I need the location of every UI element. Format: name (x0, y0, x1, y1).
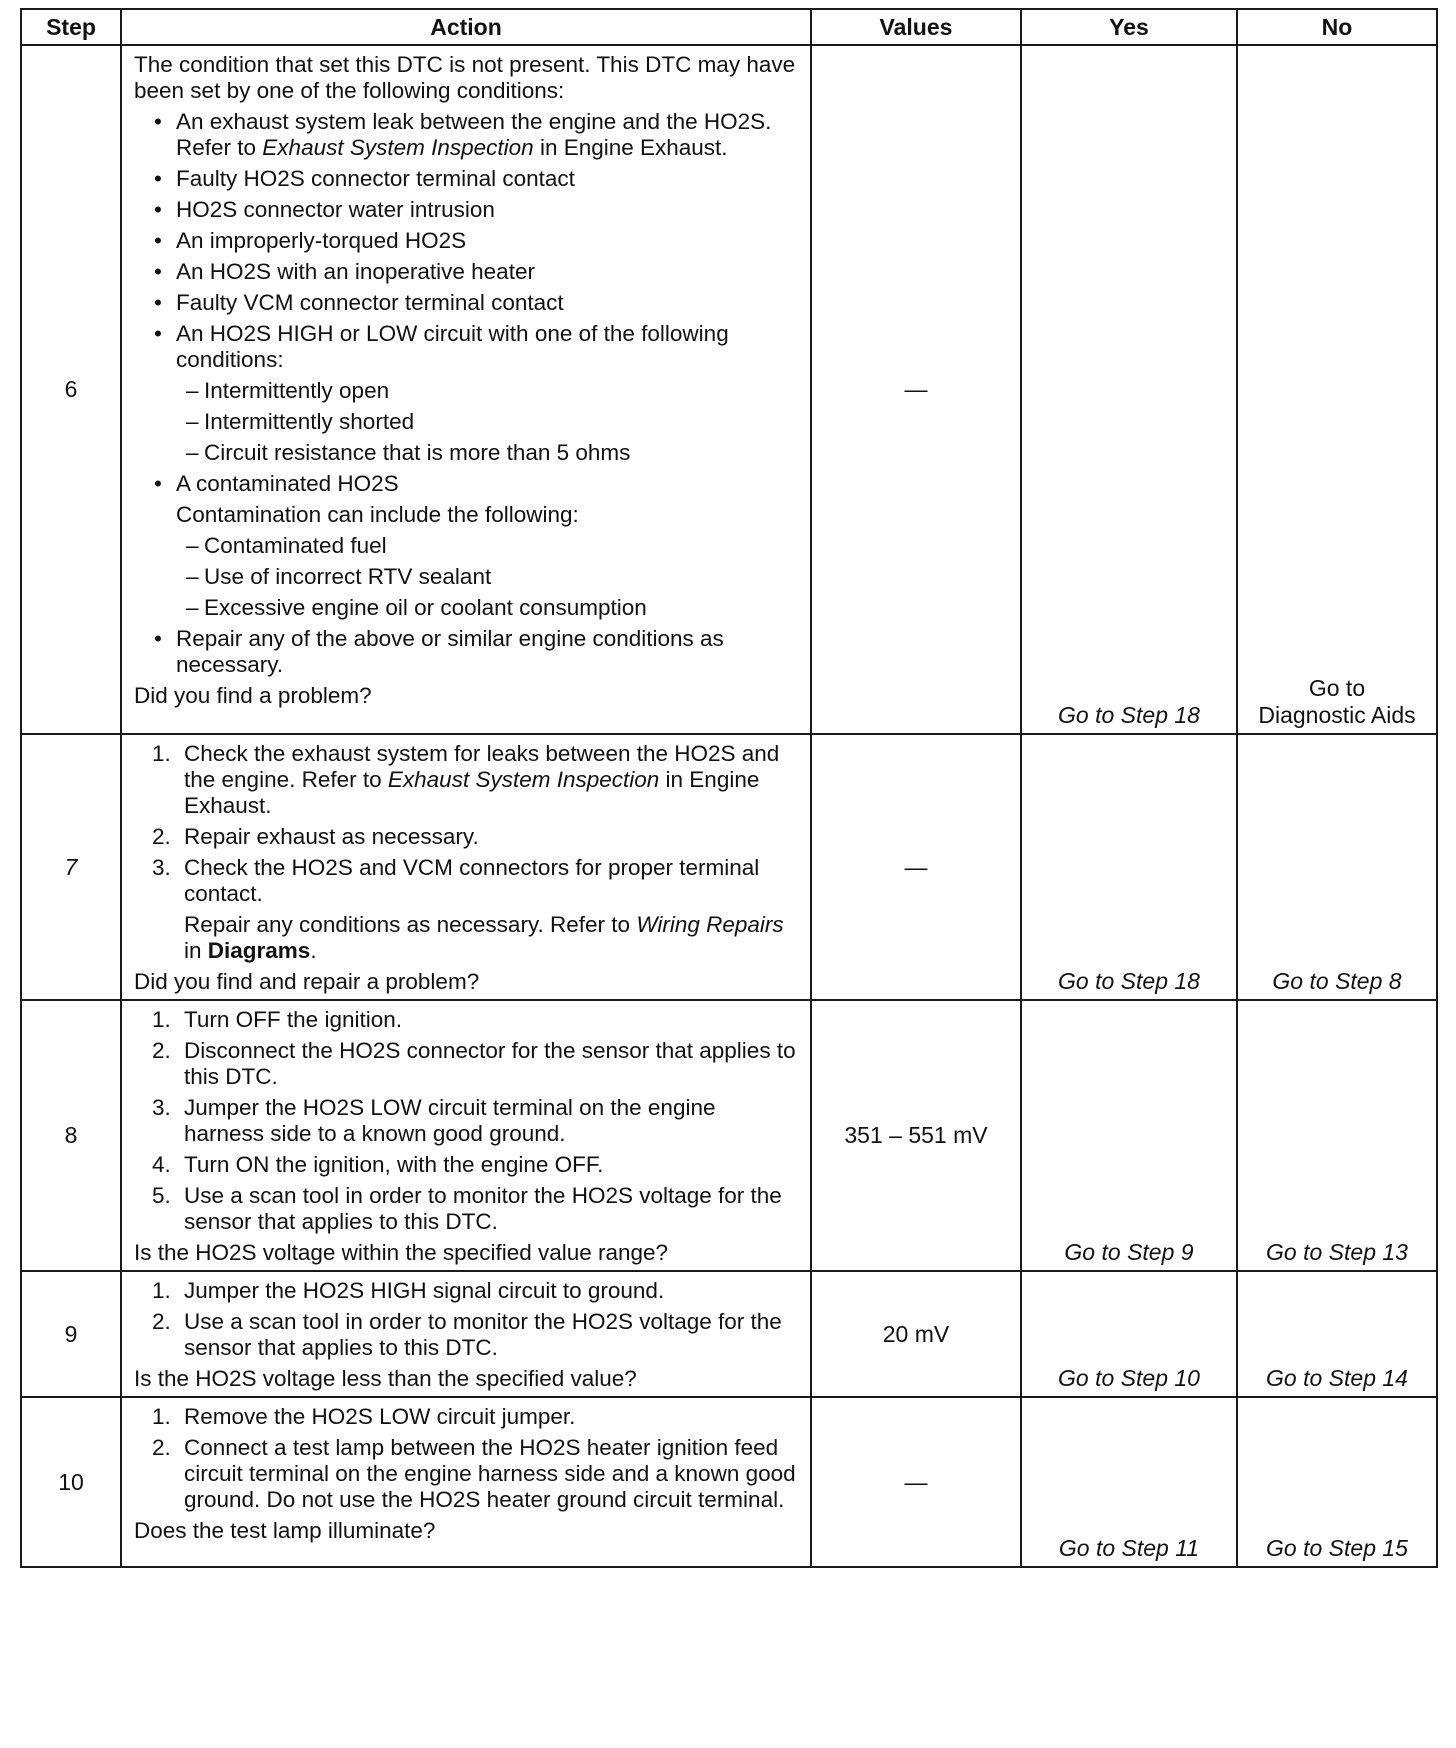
header-row (21, 9, 1437, 45)
list-item: • Faulty HO2S connector terminal contact (134, 166, 800, 192)
list-item: 4. Turn ON the ignition, with the engine OFF. (152, 1152, 604, 1177)
list-item: • Repair any of the above or similar engine conditions as necessary. (134, 626, 800, 678)
action-intro: The condition that set this DTC is not present. This DTC may have been set by one of the following conditions: (134, 52, 796, 103)
header-no: No (1237, 9, 1437, 45)
values-cell: — (811, 734, 1021, 1000)
yes-cell: Go to Step 18 (1021, 45, 1237, 734)
list-item: • An improperly-torqued HO2S (134, 228, 800, 254)
action-cell (121, 45, 811, 734)
list-item-note: Contamination can include the following: (176, 502, 579, 527)
sub-list-item: – Use of incorrect RTV sealant (134, 564, 800, 590)
no-cell: Go to Step 8 (1237, 734, 1437, 1000)
step-number: 6 (21, 45, 121, 734)
list-item: • An HO2S HIGH or LOW circuit with one of the following conditions: (134, 321, 800, 373)
list-item: • An HO2S with an inoperative heater (134, 259, 800, 285)
no-cell: Go to Step 15 (1237, 1397, 1437, 1567)
list-item: 2. Disconnect the HO2S connector for the sensor that applies to this DTC. (152, 1038, 796, 1089)
list-item-note: Repair any conditions as necessary. Refer to Wiring Repairs in Diagrams. (184, 912, 784, 963)
list-item: • Faulty VCM connector terminal contact (134, 290, 800, 316)
diagnostic-table (20, 8, 1438, 1568)
sub-list-item: – Excessive engine oil or coolant consumption (134, 595, 800, 621)
action-question: Did you find and repair a problem? (134, 969, 480, 994)
list-item: 1. Turn OFF the ignition. (152, 1007, 403, 1032)
action-cell (121, 1000, 811, 1271)
step-number: 10 (21, 1397, 121, 1567)
yes-cell: Go to Step 18 (1021, 734, 1237, 1000)
sub-list-item: – Contaminated fuel (134, 533, 800, 559)
no-cell: Go to Diagnostic Aids (1237, 45, 1437, 734)
table-row-step-6 (21, 45, 1437, 734)
action-cell (121, 1397, 811, 1567)
header-values: Values (811, 9, 1021, 45)
list-item: 3. Check the HO2S and VCM connectors for proper terminal contact. (152, 855, 760, 906)
values-cell: 351 – 551 mV (811, 1000, 1021, 1271)
header-step: Step (21, 9, 121, 45)
list-item: 2. Use a scan tool in order to monitor the HO2S voltage for the sensor that applies to this DTC. (152, 1309, 782, 1360)
sub-list-item: – Intermittently shorted (134, 409, 800, 435)
no-cell: Go to Step 13 (1237, 1000, 1437, 1271)
table-row-step-10 (21, 1397, 1437, 1567)
list-item: 1. Jumper the HO2S HIGH signal circuit to ground. (152, 1278, 665, 1303)
step-number: 7 (21, 734, 121, 1000)
list-item: 1. Check the exhaust system for leaks between the HO2S and the engine. Refer to Exhaust System Inspection in Engine Exhaust. (152, 741, 780, 818)
header-action: Action (121, 9, 811, 45)
action-cell (121, 734, 811, 1000)
yes-cell: Go to Step 11 (1021, 1397, 1237, 1567)
list-item: • HO2S connector water intrusion (134, 197, 800, 223)
no-cell: Go to Step 14 (1237, 1271, 1437, 1397)
action-question: Is the HO2S voltage less than the specified value? (134, 1366, 637, 1391)
action-question: Is the HO2S voltage within the specified value range? (134, 1240, 669, 1265)
list-item: 5. Use a scan tool in order to monitor the HO2S voltage for the sensor that applies to this DTC. (152, 1183, 782, 1234)
yes-cell: Go to Step 9 (1021, 1000, 1237, 1271)
values-cell: — (811, 1397, 1021, 1567)
action-question: Did you find a problem? (134, 683, 372, 708)
step-number: 9 (21, 1271, 121, 1397)
values-cell: — (811, 45, 1021, 734)
values-cell: 20 mV (811, 1271, 1021, 1397)
action-question: Does the test lamp illuminate? (134, 1518, 436, 1543)
list-item: • An exhaust system leak between the engine and the HO2S. Refer to Exhaust System Inspection in Engine Exhaust. (134, 109, 800, 161)
sub-list-item: – Circuit resistance that is more than 5 ohms (134, 440, 800, 466)
table-row-step-9 (21, 1271, 1437, 1397)
list-item: 1. Remove the HO2S LOW circuit jumper. (152, 1404, 576, 1429)
sub-list-item: – Intermittently open (134, 378, 800, 404)
list-item: • A contaminated HO2S (134, 471, 800, 497)
table-row-step-8 (21, 1000, 1437, 1271)
yes-cell: Go to Step 10 (1021, 1271, 1237, 1397)
step-number: 8 (21, 1000, 121, 1271)
list-item: 3. Jumper the HO2S LOW circuit terminal on the engine harness side to a known good ground. (152, 1095, 716, 1146)
list-item: 2. Repair exhaust as necessary. (152, 824, 479, 849)
header-yes: Yes (1021, 9, 1237, 45)
action-cell (121, 1271, 811, 1397)
list-item: 2. Connect a test lamp between the HO2S heater ignition feed circuit terminal on the engine harness side and a known good ground. Do not use the HO2S heater ground circuit terminal. (152, 1435, 796, 1512)
table-row-step-7 (21, 734, 1437, 1000)
